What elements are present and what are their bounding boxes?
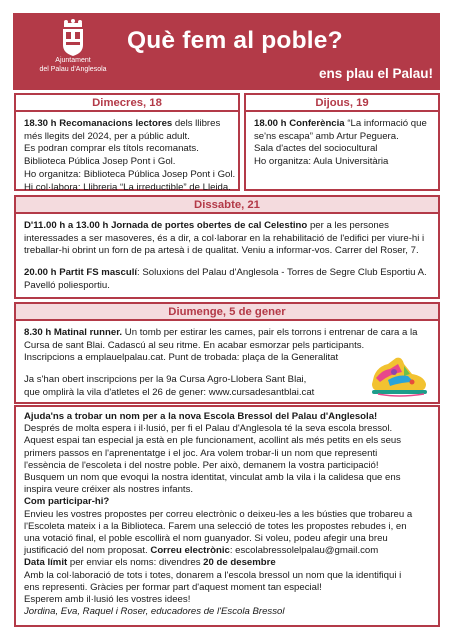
event-day-heading: Dissabte, 21 (16, 197, 438, 214)
page-header (13, 13, 440, 90)
event-text: : Soluxions del Palau d'Anglesola - Torres de Segre Club Esportiu A. (137, 267, 427, 279)
event-description (16, 214, 438, 293)
event-text: per a les persones (307, 220, 389, 231)
event-line: Pavelló poliesportiu. (24, 279, 110, 291)
event-line: Ho organitza: Biblioteca Pública Josep Pont i Gol. (24, 168, 236, 180)
municipal-logo (17, 19, 129, 89)
event-line: Ja s'han obert inscripcions per la 9a Cursa Agro-Llobera Sant Blai, (24, 374, 307, 386)
event-line: Biblioteca Pública Josep Pont i Gol. (24, 156, 176, 168)
bressol-signature: Jordina, Eva, Raquel i Roser, educadores de l'Escola Bressol (24, 606, 285, 618)
bressol-line: ens representi. Gràcies per formar part d'aquest moment tan especial! (24, 581, 322, 593)
bressol-line: primers passos en l'aprenentatge i el joc. Ara volem trobar-li un nom que representi (24, 447, 378, 459)
bressol-deadline-label: Data límit (24, 557, 68, 569)
event-line: interessades a ser masoveres, és a dir, a col·laborar en la rehabilitació de l'edifici per viure-hi i (24, 232, 425, 244)
bressol-line: Esperem amb il·lusió les vostres idees! (24, 594, 191, 606)
bressol-deadline-date: 20 de desembre (203, 557, 276, 569)
bressol-line: Busquem un nom que evoqui la nostra identitat, vinculat amb la vila i la calidesa que ens (24, 472, 401, 484)
bressol-email[interactable]: : escolabressolelpalau@gmail.com (229, 545, 379, 557)
bressol-line (24, 557, 430, 569)
event-time-title: D'11.00 h a 13.00 h Jornada de portes obertes de cal Celestino (24, 220, 308, 231)
bressol-line: Després de molta espera i il·lusió, per fi el Palau d'Anglesola té la seva escola bressol. (24, 423, 393, 435)
event-time-title: 8.30 h Matinal runner. (24, 327, 123, 338)
event-box-saturday (14, 195, 440, 299)
bressol-text-part: justificació del nom proposat. (24, 545, 151, 557)
coat-of-arms-icon (60, 19, 86, 57)
bressol-text-part: per enviar els noms: divendres (67, 557, 204, 569)
bressol-line: l'Escoleta mateix i a la Biblioteca. Farem una selecció de totes les propostes rebudes i, en (24, 520, 407, 532)
event-line: Sala d'actes del sociocultural (254, 143, 378, 155)
event-day-heading: Diumenge, 5 de gener (16, 304, 438, 321)
event-line: Ho organitza: Aula Universitària (254, 156, 389, 168)
event-box-thursday (244, 93, 440, 191)
page-title: Què fem al poble? (127, 27, 343, 54)
event-line: que omplirà la vila d'atletes el 26 de gener: www.cursadesantblai.cat (24, 386, 315, 398)
event-text: “La informació que (344, 118, 427, 129)
bressol-line: una votació final, el poble escollirà el nom guanyador. Si voleu, podeu afegir una breu (24, 533, 388, 545)
event-text: Un tomb per estirar les cames, pair els torrons i entrenar de cara a la (122, 327, 418, 338)
event-text: dels llibres (172, 118, 221, 129)
event-line: Es podran comprar els títols recomanats. (24, 143, 199, 155)
event-line: treballar-hi obrint un forn de pa artesà i de qualitat. Veniu a informar-vos. Carrer del Roser, 7. (24, 245, 419, 257)
bressol-line: inspira veure créixer als nostres infants. (24, 484, 194, 496)
event-line (24, 220, 430, 233)
running-shoe-icon (368, 352, 430, 398)
event-line: Cursa de sant Blai. Cadascú al seu ritme. En acabar esmorzar pels participants. (24, 339, 365, 351)
event-description (16, 112, 238, 194)
bressol-line: Amb la col·laboració de tots i totes, donarem a l'escola bressol un nom que la identifiqui i (24, 569, 402, 581)
bressol-line: Aquest espai tan especial ja està en ple funcionament, acollint als més petits en els seus (24, 435, 402, 447)
event-line (254, 118, 430, 131)
event-day-heading: Dimecres, 18 (16, 95, 238, 112)
event-time-title: 20.00 h Partit FS masculí (24, 267, 138, 279)
bressol-line: Envieu les vostres propostes per correu electrònic o deixeu-les a les bústies que trobareu a (24, 508, 413, 520)
bressol-line: l'essència de l'escoleta i del nostre poble. Per això, demanem la vostra participació! (24, 459, 379, 471)
event-line (24, 267, 430, 280)
escola-bressol-box (14, 405, 440, 627)
event-line: Inscripcions a emplauelpalau.cat. Punt de trobada: plaça de la Generalitat (24, 352, 339, 364)
event-description (246, 112, 438, 169)
event-box-wednesday (14, 93, 240, 191)
logo-line-2: del Palau d'Anglesola (39, 65, 107, 73)
bressol-text (16, 407, 438, 618)
event-day-heading: Dijous, 19 (246, 95, 438, 112)
logo-line-1: Ajuntament (55, 57, 91, 64)
bressol-email-label: Correu electrònic (150, 545, 230, 557)
bressol-line (24, 545, 430, 557)
event-line: més llegits del 2024, per a públic adult. (24, 130, 190, 142)
event-line (24, 118, 230, 131)
event-time-title: 18.30 h Recomanacions lectores (24, 118, 173, 129)
event-time-title: 18.00 h Conferència (254, 118, 345, 129)
event-line: Hi col·labora: Llibreria “La irreductible” de Lleida. (24, 181, 231, 193)
bressol-title: Ajuda'ns a trobar un nom per a la nova Escola Bressol del Palau d'Anglesola! (24, 411, 378, 422)
event-line (24, 327, 430, 340)
page-subtitle: ens plau el Palau! (318, 66, 433, 81)
event-line: se'ns escapa” amb Artur Peguera. (254, 130, 399, 142)
event-box-sunday (14, 302, 440, 404)
bressol-subheading: Com participar-hi? (24, 496, 110, 508)
